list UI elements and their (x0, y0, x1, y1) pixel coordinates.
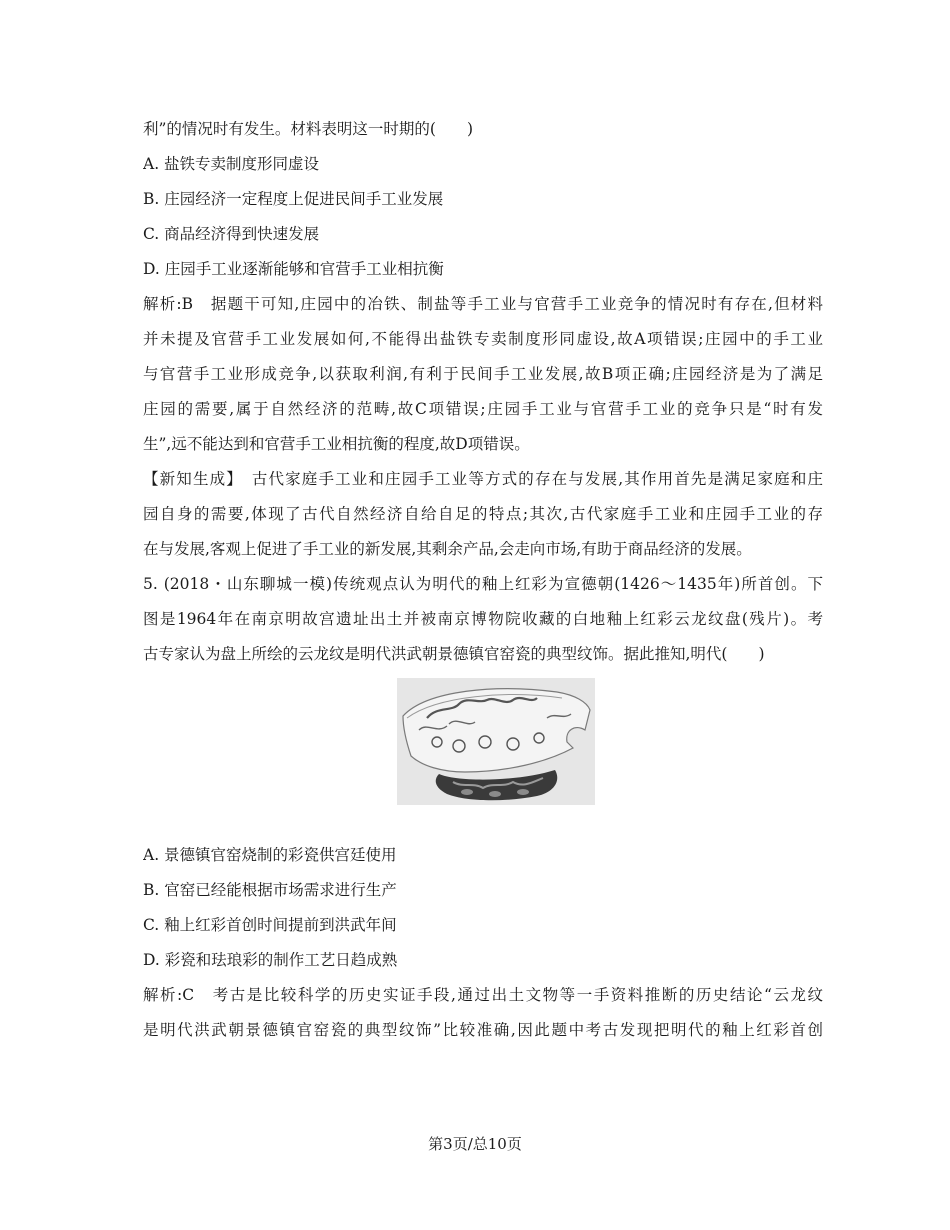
text-line: 5. (2018・山东聊城一模)传统观点认为明代的釉上红彩为宣德朝(1426～1435年)所首创。下 (143, 575, 823, 593)
text-line: 利”的情况时有发生。材料表明这一时期的( ) (143, 120, 474, 138)
text-line: 与官营手工业形成竞争,以获取利润,有利于民间手工业发展,故B项正确;庄园经济是为了满足 (143, 365, 823, 383)
text-line: 古专家认为盘上所绘的云龙纹是明代洪武朝景德镇官窑瓷的典型纹饰。据此推知,明代( ) (143, 645, 765, 663)
text-line: 在与发展,客观上促进了手工业的新发展,其剩余产品,会走向市场,有助于商品经济的发展。 (143, 540, 752, 558)
options-and-analysis (143, 838, 823, 1048)
text-line: 园自身的需要,体现了古代自然经济自给自足的特点;其次,古代家庭手工业和庄园手工业的存 (143, 505, 823, 523)
text-line: B. 官窑已经能根据市场需求进行生产 (143, 881, 397, 899)
porcelain-plate-fragment-image (397, 678, 595, 805)
page-number-footer: 第3页/总10页 (428, 1135, 522, 1153)
text-line: 庄园的需要,属于自然经济的范畴,故C项错误;庄园手工业与官营手工业的竞争只是“时有发 (143, 400, 823, 418)
text-line: B. 庄园经济一定程度上促进民间手工业发展 (143, 190, 444, 208)
text-line: 【新知生成】 古代家庭手工业和庄园手工业等方式的存在与发展,其作用首先是满足家庭和庄 (143, 470, 823, 488)
text-line: A. 景德镇官窑烧制的彩瓷供宫廷使用 (143, 846, 397, 864)
page-content (143, 112, 823, 1048)
text-line: D. 庄园手工业逐渐能够和官营手工业相抗衡 (143, 260, 444, 278)
text-line: 是明代洪武朝景德镇官窑瓷的典型纹饰”比较准确,因此题中考古发现把明代的釉上红彩首创 (143, 1021, 823, 1039)
question-text-top (143, 112, 823, 672)
text-line: 解析:C 考古是比较科学的历史实证手段,通过出土文物等一手资料推断的历史结论“云龙纹 (143, 986, 823, 1004)
text-line: 生”,远不能达到和官营手工业相抗衡的程度,故D项错误。 (143, 435, 530, 453)
text-line: 解析:B 据题干可知,庄园中的冶铁、制盐等手工业与官营手工业竞争的情况时有存在,但材料 (143, 295, 823, 313)
text-line: C. 釉上红彩首创时间提前到洪武年间 (143, 916, 397, 934)
text-line: C. 商品经济得到快速发展 (143, 225, 320, 243)
figure-container (143, 678, 823, 828)
text-line: 并未提及官营手工业发展如何,不能得出盐铁专卖制度形同虚设,故A项错误;庄园中的手工业 (143, 330, 823, 348)
text-line: A. 盐铁专卖制度形同虚设 (143, 155, 320, 173)
text-line: D. 彩瓷和珐琅彩的制作工艺日趋成熟 (143, 951, 398, 969)
text-line: 图是1964年在南京明故宫遗址出土并被南京博物院收藏的白地釉上红彩云龙纹盘(残片)。考 (143, 610, 823, 628)
